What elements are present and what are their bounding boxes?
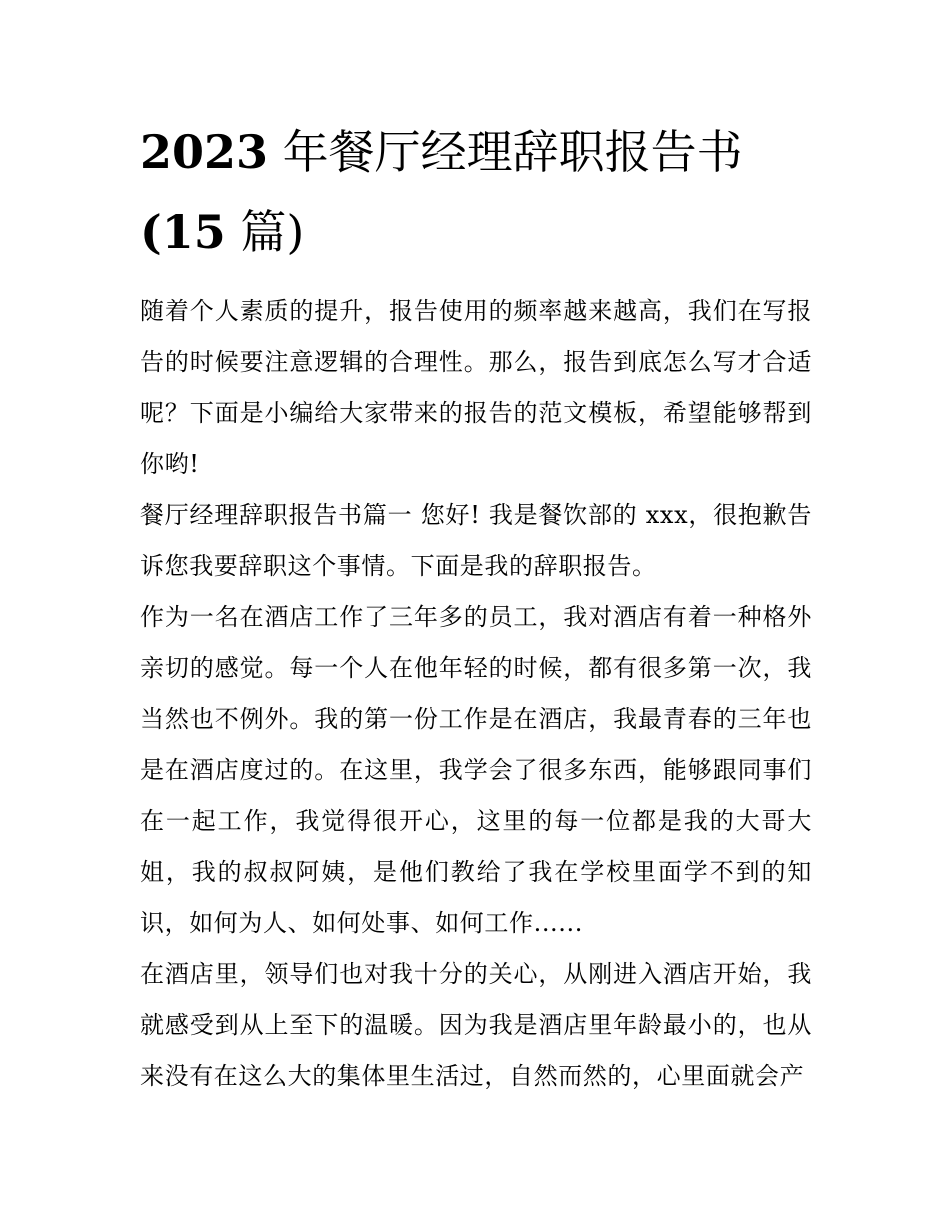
document-title [140,112,812,272]
paragraph-opening: 餐厅经理辞职报告书篇一 您好! 我是餐饮部的 xxx，很抱歉告诉您我要辞职这个事情。下面是我的辞职报告。 [140,501,812,580]
title-year: 2023 [140,125,269,179]
title-line-2 [140,205,304,259]
paragraph-experience: 作为一名在酒店工作了三年多的员工，我对酒店有着一种格外亲切的感觉。每一个人在他年轻的时候，都有很多第一次，我当然也不例外。我的第一份工作是在酒店，我最青春的三年也是在酒店度过的。在这里，我学会了很多东西，能够跟同事们在一起工作，我觉得很开心，这里的每一位都是我的大哥大姐，我的叔叔阿姨，是他们教给了我在学校里面学不到的知识，如何为人、如何处事、如何工作...... [140,603,812,937]
title-line-1 [140,125,743,179]
document-paragraphs [140,286,812,1102]
paragraph-care: 在酒店里，领导们也对我十分的关心，从刚进入酒店开始，我就感受到从上至下的温暖。因为我是酒店里年龄最小的，也从来没有在这么大的集体里生活过，自然而然的，心里面就会产 [140,960,812,1090]
paragraph-intro: 随着个人素质的提升，报告使用的频率越来越高，我们在写报告的时候要注意逻辑的合理性。那么，报告到底怎么写才合适呢？下面是小编给大家带来的报告的范文模板，希望能够帮到你哟! [140,297,812,478]
document-body [140,112,812,1102]
title-main-text: 年餐厅经理辞职报告书 [282,125,743,179]
title-count: (15 [140,205,226,259]
title-count-suffix: 篇) [240,205,305,259]
